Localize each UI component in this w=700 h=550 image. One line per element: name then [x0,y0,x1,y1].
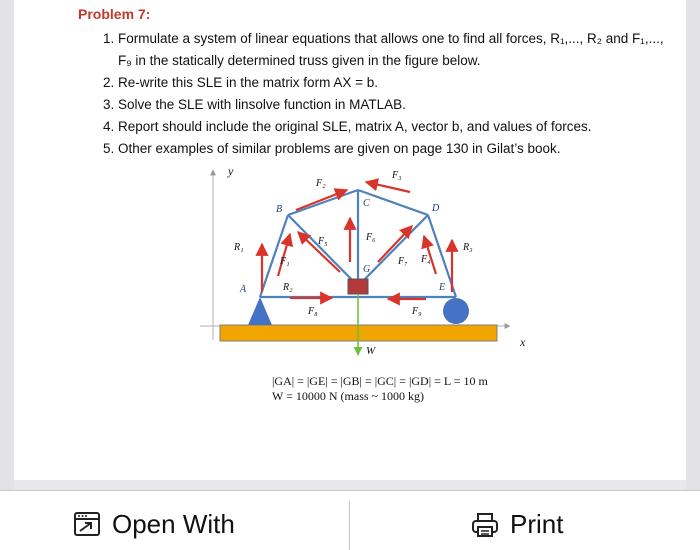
weight-label: W [366,345,376,357]
task-item-3: 3. Solve the SLE with linsolve function in MATLAB. [118,94,678,116]
figure-caption [272,374,488,404]
problem-title: Problem 7: [78,6,151,22]
node-e-label: E [439,282,446,293]
force-r3-label: R₃ [463,242,473,253]
force-f5-label: F₅ [318,236,328,247]
force-f6-label: F₆ [366,232,376,243]
force-f8-label: F₈ [308,306,318,317]
force-f2-label: F₂ [316,178,326,189]
caption-line-1: |GA| = |GE| = |GB| = |GC| = |GD| = L = 10 m [272,374,488,388]
force-f7-label: F₇ [398,256,408,267]
force-f1-label: F₁ [280,256,290,267]
bottom-toolbar [0,490,700,550]
task-item-5: 5. Other examples of similar problems are given on page 130 in Gilat’s book. [118,138,678,160]
caption-line-2: W = 10000 N (mass ~ 1000 kg) [272,389,425,403]
y-axis-label: y [228,164,234,178]
node-b-label: B [276,204,283,215]
open-with-icon [72,511,102,539]
print-button[interactable] [470,509,563,540]
right-frame [686,0,700,490]
document-page [14,0,686,480]
roller-support-e [443,298,469,324]
node-labels [239,198,445,295]
task-item-2: 2. Re-write this SLE in the matrix form AX = b. [118,72,678,94]
print-label: Print [510,509,564,539]
task-item-1: 1. Formulate a system of linear equations that allows one to find all forces, R₁,..., R₂ and F₁,..., F₉ in the statically determined truss given in the figure below. [118,28,678,72]
open-with-button[interactable] [72,509,235,540]
left-frame [0,0,14,490]
truss-figure [14,0,686,480]
node-c-label: C [363,198,370,209]
toolbar-divider [349,501,350,550]
node-a-label: A [240,284,247,295]
force-r1-label: R₁ [234,242,244,253]
mass-block-g [348,279,368,294]
pin-support-a [248,297,272,325]
task-item-4: 4. Report should include the original SLE, matrix A, vector b, and values of forces. [118,116,678,138]
node-d-label: D [432,203,440,214]
node-g-label: G [363,264,371,275]
open-with-label: Open With [112,509,235,539]
force-f9-label: F₉ [412,306,422,317]
printer-icon [470,511,500,539]
force-f4-label: F₄ [421,254,431,265]
force-f3-label: F₃ [392,170,402,181]
x-axis-label: x [520,335,526,349]
force-r2-label: R₂ [283,282,293,293]
